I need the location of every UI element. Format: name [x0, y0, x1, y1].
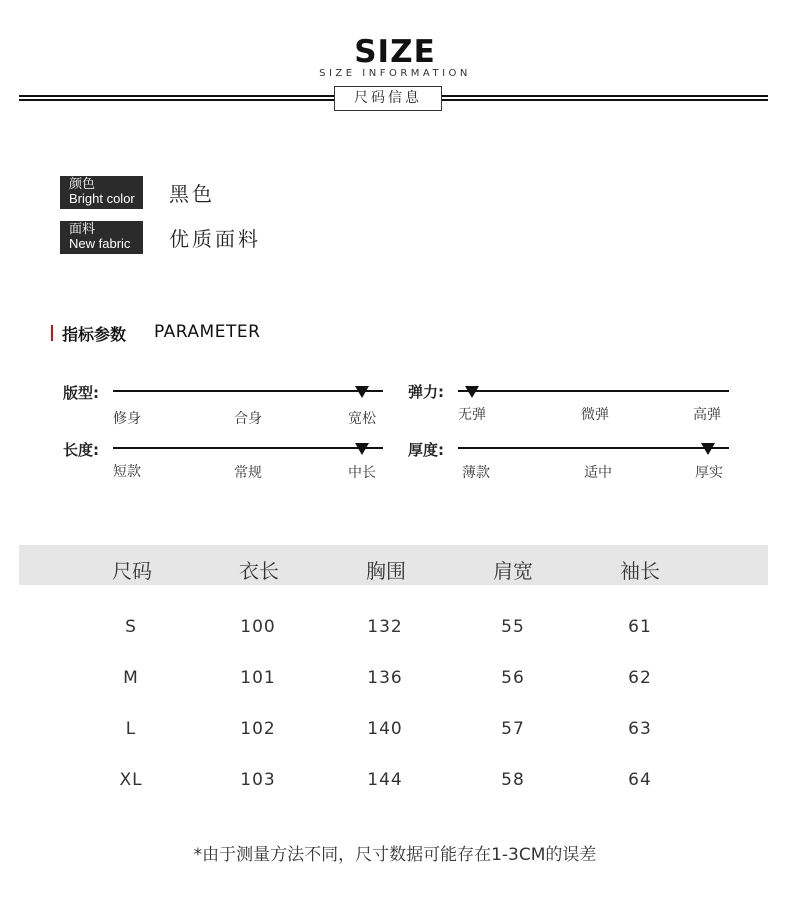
scale-option-elasticity-1: 无弹 — [458, 407, 486, 423]
table-cell-size: XL — [119, 770, 143, 790]
scale-option-length-3: 中长 — [348, 465, 376, 481]
scale-option-thickness-2: 适中 — [584, 465, 612, 481]
table-cell-length: 102 — [240, 719, 276, 739]
column-header-size: 尺码 — [112, 559, 152, 583]
scale-option-length-2: 常规 — [234, 465, 262, 481]
column-header-chest: 胸围 — [366, 559, 406, 583]
scale-label-length: 长度: — [63, 441, 99, 459]
scale-option-elasticity-2: 微弹 — [581, 407, 609, 423]
scale-line-length — [113, 447, 383, 449]
column-header-shoulder: 肩宽 — [493, 559, 533, 583]
scale-marker-fit — [355, 386, 369, 398]
measurement-note: *由于测量方法不同，尺寸数据可能存在1-3CM的误差 — [193, 845, 597, 865]
table-cell-chest: 140 — [367, 719, 403, 739]
table-cell-shoulder: 55 — [501, 617, 525, 637]
color-badge-en: Bright color — [69, 191, 135, 206]
table-cell-sleeve: 61 — [628, 617, 652, 637]
fabric-badge-zh: 面料 — [69, 222, 96, 237]
size-info-tag: 尺码信息 — [334, 86, 442, 111]
scale-marker-thickness — [701, 443, 715, 455]
table-cell-length: 100 — [240, 617, 276, 637]
color-badge — [60, 176, 143, 209]
scale-label-thickness: 厚度: — [408, 441, 444, 459]
scale-option-fit-2: 合身 — [234, 411, 262, 427]
scale-option-fit-3: 宽松 — [348, 411, 376, 427]
table-cell-shoulder: 57 — [501, 719, 525, 739]
scale-marker-elasticity — [465, 386, 479, 398]
table-cell-chest: 144 — [367, 770, 403, 790]
column-header-sleeve: 袖长 — [620, 559, 660, 583]
table-cell-size: S — [125, 617, 137, 637]
table-cell-shoulder: 58 — [501, 770, 525, 790]
scale-option-thickness-1: 薄款 — [462, 465, 490, 481]
table-cell-chest: 136 — [367, 668, 403, 688]
table-cell-size: M — [123, 668, 139, 688]
parameter-title-zh: 指标参数 — [62, 325, 127, 344]
fabric-badge — [60, 221, 143, 254]
table-cell-length: 103 — [240, 770, 276, 790]
table-cell-sleeve: 63 — [628, 719, 652, 739]
scale-option-length-1: 短款 — [113, 464, 141, 480]
parameter-title-en: PARAMETER — [154, 322, 261, 342]
color-value: 黑色 — [169, 182, 215, 206]
table-cell-chest: 132 — [367, 617, 403, 637]
fabric-badge-en: New fabric — [69, 236, 131, 251]
scale-label-fit: 版型: — [63, 384, 99, 402]
scale-option-elasticity-3: 高弹 — [693, 407, 721, 423]
scale-line-thickness — [458, 447, 729, 449]
scale-line-elasticity — [458, 390, 729, 392]
parameter-accent-bar — [51, 325, 53, 341]
table-cell-sleeve: 62 — [628, 668, 652, 688]
size-subtitle: SIZE INFORMATION — [319, 68, 471, 79]
color-badge-zh: 颜色 — [69, 177, 96, 192]
size-title: SIZE — [354, 34, 436, 70]
table-cell-sleeve: 64 — [628, 770, 652, 790]
scale-marker-length — [355, 443, 369, 455]
fabric-value: 优质面料 — [169, 227, 261, 251]
table-cell-length: 101 — [240, 668, 276, 688]
scale-option-thickness-3: 厚实 — [695, 465, 723, 481]
table-cell-shoulder: 56 — [501, 668, 525, 688]
table-cell-size: L — [125, 719, 137, 739]
scale-option-fit-1: 修身 — [113, 411, 141, 427]
column-header-length: 衣长 — [239, 559, 279, 583]
scale-line-fit — [113, 390, 383, 392]
scale-label-elasticity: 弹力: — [408, 383, 444, 401]
